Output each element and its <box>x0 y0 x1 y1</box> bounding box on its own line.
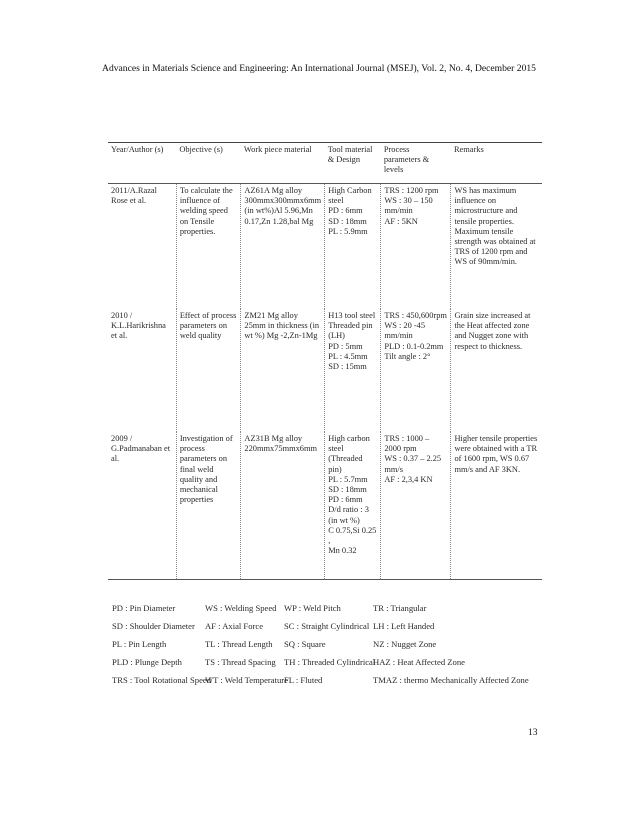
abbreviation-entry: LH : Left Handed <box>373 621 435 631</box>
abbreviation-entry: FL : Fluted <box>284 675 323 685</box>
abbreviation-entry: TMAZ : thermo Mechanically Affected Zone <box>373 675 529 685</box>
table-cell: 2010 / K.L.Harikrishna et al. <box>111 311 166 341</box>
table-row <box>108 309 542 432</box>
page-number: 13 <box>528 727 538 738</box>
abbreviation-entry: WT : Weld Temperature <box>205 675 288 685</box>
abbreviation-entry: TS : Thread Spacing <box>205 657 276 667</box>
table-cell: TRS : 450,600rpm WS : 20 -45 mm/min PLD : 0.1-0.2mm Tilt angle : 2° <box>381 309 451 432</box>
abbreviation-entry: SQ : Square <box>284 639 326 649</box>
column-header: Remarks <box>451 143 542 184</box>
table-cell: WS has maximum influence on microstructure and tensile properties. Maximum tensile strength was obtained at TRS of 1200 rpm and WS of 90mm/min. <box>451 184 542 310</box>
table-cell: ZM21 Mg alloy 25mm in thickness (in wt %) Mg -2,Zn-1Mg <box>241 309 325 432</box>
column-header: Year/Author (s) <box>108 143 176 184</box>
table-cell: AZ61A Mg alloy 300mmx300mmx6mm (in wt%)Al 5.96,Mn 0.17,Zn 1.28,bal Mg <box>241 184 325 310</box>
abbreviation-entry: TL : Thread Length <box>205 639 273 649</box>
journal-header: Advances in Materials Science and Engineering: An International Journal (MSEJ), Vol. 2, No. 4, December 2015 <box>102 63 536 74</box>
column-header: Objective (s) <box>176 143 241 184</box>
table-cell: To calculate the influence of welding speed on Tensile properties. <box>176 184 241 310</box>
abbreviation-entry: SC : Straight Cylindrical <box>284 621 370 631</box>
table-cell: AZ31B Mg alloy 220mmx75mmx6mm <box>241 432 325 580</box>
table-cell: Higher tensile properties were obtained with a TR of 1600 rpm, WS 0.67 mm/s and AF 3KN. <box>451 432 542 580</box>
table-cell: 2009 / G.Padmanaban et al. <box>108 432 176 580</box>
table-cell: 2011/A.Razal Rose et al. <box>111 186 157 206</box>
table-cell: TRS : 1200 rpm WS : 30 – 150 mm/min AF : 5KN <box>381 184 451 310</box>
table-row <box>108 184 542 310</box>
table-cell: High Carbon steel PD : 6mm SD : 18mm PL : 5.9mm <box>325 184 381 310</box>
table-cell: Effect of process parameters on weld quality <box>176 309 241 432</box>
column-header: Process parameters & levels <box>381 143 451 184</box>
table-cell: High carbon steel (Threaded pin) PL : 5.7mm SD : 18mm PD : 6mm D/d ratio : 3 (in wt %) C 0.75,Si 0.25 , Mn 0.32 <box>325 432 381 580</box>
abbreviation-entry: TRS : Tool Rotational Speed <box>112 675 212 685</box>
column-header: Work piece material <box>241 143 325 184</box>
abbreviation-entry: TH : Threaded Cylindrical <box>284 657 376 667</box>
abbreviation-entry: WP : Weld Pitch <box>284 603 341 613</box>
table-cell: Grain size increased at the Heat affected zone and Nugget zone with respect to thickness. <box>451 309 542 432</box>
abbreviation-entry: AF : Axial Force <box>205 621 264 631</box>
abbreviation-entry: TR : Triangular <box>373 603 427 613</box>
abbreviation-entry: SD : Shoulder Diameter <box>112 621 195 631</box>
abbreviation-entry: PL : Pin Length <box>112 639 167 649</box>
table-header-row <box>108 143 542 184</box>
abbreviation-entry: PLD : Plunge Depth <box>112 657 182 667</box>
abbreviation-entry: WS : Welding Speed <box>205 603 277 613</box>
literature-table <box>108 142 542 580</box>
abbreviation-entry: HAZ : Heat Affected Zone <box>373 657 465 667</box>
table-cell: Investigation of process parameters on final weld quality and mechanical properties <box>176 432 241 580</box>
abbreviation-entry: PD : Pin Diameter <box>112 603 176 613</box>
abbreviation-entry: NZ : Nugget Zone <box>373 639 437 649</box>
table-cell: TRS : 1000 – 2000 rpm WS : 0.37 – 2.25 mm/s AF : 2,3,4 KN <box>381 432 451 580</box>
column-header: Tool material & Design <box>325 143 381 184</box>
table-cell: H13 tool steel Threaded pin (LH) PD : 5mm PL : 4.5mm SD : 15mm <box>325 309 381 432</box>
table-row <box>108 432 542 580</box>
